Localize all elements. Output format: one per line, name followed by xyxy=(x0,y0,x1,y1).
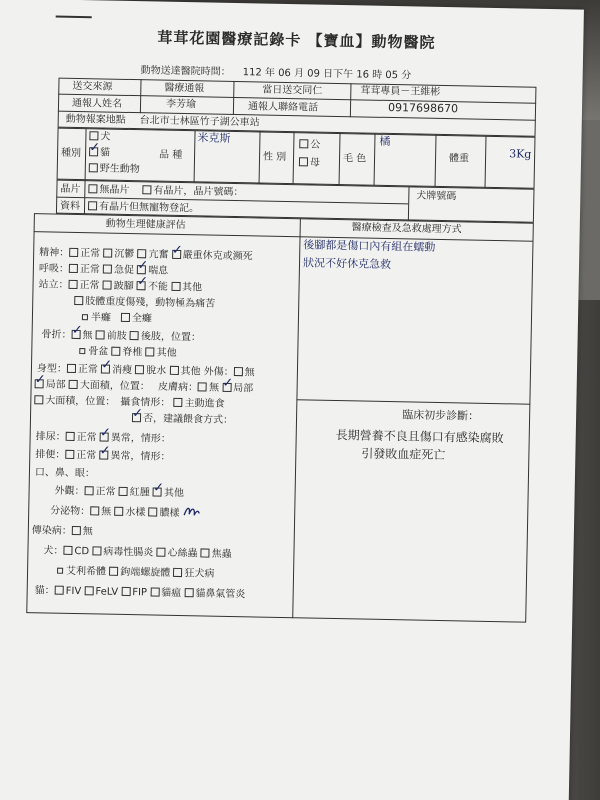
tag-label: 犬牌號碼 xyxy=(416,190,457,203)
arrival-time: 112 年 06 月 09 日下午 16 時 05 分 xyxy=(242,67,412,82)
species-dog[interactable]: 犬 xyxy=(89,131,110,143)
stand-row-2: 肢體重度傷殘，動物極為痛苦 xyxy=(74,296,215,311)
body-row: 身型： 正常 ✓ 消瘦 脫水 其他 外傷： 無 xyxy=(37,363,255,379)
data-label: 資料 xyxy=(59,200,81,213)
chip-label: 晶片 xyxy=(60,183,81,196)
weight-value: 3Kg xyxy=(509,147,532,161)
reporter-label: 通報人姓名 xyxy=(71,97,123,110)
secret-row: 分泌物： 無 水樣 膿樣 xyxy=(50,505,180,520)
reporter-value: 李芳瑜 xyxy=(165,98,197,111)
no-chip[interactable]: 無晶片 xyxy=(88,184,129,197)
sex-female[interactable]: 母 xyxy=(299,157,320,169)
treatment-line-2: 狀況不好休克急救 xyxy=(302,256,392,272)
wound-row: ✓局部 大面積，位置： 皮膚病： 無 ✓ 局部 xyxy=(35,379,254,395)
checkbox-checked[interactable] xyxy=(89,147,98,156)
large-row: 大面積，位置： 攝食情形： 主動進食 xyxy=(34,395,224,411)
checkbox[interactable] xyxy=(89,131,98,140)
fracture-row-2: 骨盆 脊椎 其他 xyxy=(79,346,177,360)
phone-label: 通報人聯絡電話 xyxy=(247,101,319,114)
address-value: 台北市士林區竹子湖公車站 xyxy=(139,115,260,129)
diagnosis-line-1: 長期營養不良且傷口有感染腐敗 xyxy=(335,427,504,446)
checkbox[interactable] xyxy=(89,163,98,172)
mouth-label: 口、鼻、眼： xyxy=(34,467,96,480)
color-label: 毛 色 xyxy=(342,153,367,165)
source-value: 醫療通報 xyxy=(164,82,205,95)
breath-row: 呼吸： 正常 急促 ✓ 喘息 xyxy=(39,263,169,277)
left-header: 動物生理健康評估 xyxy=(105,218,186,232)
sex-label: 性 別 xyxy=(262,151,287,163)
paralysis-row: 半癱 全癱 xyxy=(82,312,152,325)
handwritten-mark xyxy=(182,504,200,518)
right-header: 醫療檢查及急救處理方式 xyxy=(351,222,462,236)
treatment-line-1: 後腳都是傷口內有組在蠕動 xyxy=(303,238,436,254)
species-wild[interactable]: 野生動物 xyxy=(89,163,140,176)
sex-male[interactable]: 公 xyxy=(299,139,320,151)
species-label: 種別 xyxy=(60,147,82,160)
diagnosis-title: 臨床初步診斷： xyxy=(402,408,480,423)
cat-row: 貓： FIV FeLV FIP 貓瘟 貓鼻氣管炎 xyxy=(34,585,246,601)
data-option[interactable]: 有晶片但無寵物登記。 xyxy=(88,201,199,215)
infect-row: 傳染病： 無 xyxy=(31,525,93,538)
address-label: 動物報案地點 xyxy=(65,113,126,126)
phone-value: 0917698670 xyxy=(387,100,459,116)
dog-row: 犬： CD 病毒性腸炎 心絲蟲 焦蟲 xyxy=(43,545,232,561)
stool-row: 排便： 正常 ✓ 異常，情形： xyxy=(35,449,170,464)
source-label: 送交來源 xyxy=(72,80,113,93)
arrival-time-label: 動物送達醫院時間： xyxy=(140,65,231,78)
species-cat[interactable]: ✓貓 xyxy=(89,147,110,159)
color-value: 橘 xyxy=(379,134,391,148)
eat-row: ✓否，建議餵食方式： xyxy=(132,413,233,427)
spirit-row: 精神： 正常 沉鬱 亢奮 ✓ 嚴重休克或瀕死 xyxy=(39,247,253,263)
look-row: 外觀： 正常 紅腫 ✓ 其他 xyxy=(54,486,184,500)
breed-label: 品 種 xyxy=(158,149,183,161)
sender-value: 茸茸專員－王維彬 xyxy=(360,85,441,98)
stand-row: 站立： 正常 跛腳 ✓ 不能 其他 xyxy=(38,279,202,294)
fracture-row: 骨折：✓ 無 前肢 後肢，位置： xyxy=(41,329,201,344)
sender-label: 當日送交同仁 xyxy=(262,84,323,97)
diagnosis-line-2: 引發敗血症死亡 xyxy=(361,446,446,463)
urine-row: 排尿： 正常 ✓ 異常，情形： xyxy=(36,431,171,446)
breed-value: 米克斯 xyxy=(197,131,231,145)
card-title: 茸茸花園醫療記錄卡 【寶血】動物醫院 xyxy=(157,28,436,52)
weight-label: 體重 xyxy=(448,153,470,165)
dog-row-2: 艾利希體 鉤端螺旋體 狂犬病 xyxy=(57,566,215,581)
has-chip[interactable]: 有晶片，晶片號碼： xyxy=(142,185,243,199)
